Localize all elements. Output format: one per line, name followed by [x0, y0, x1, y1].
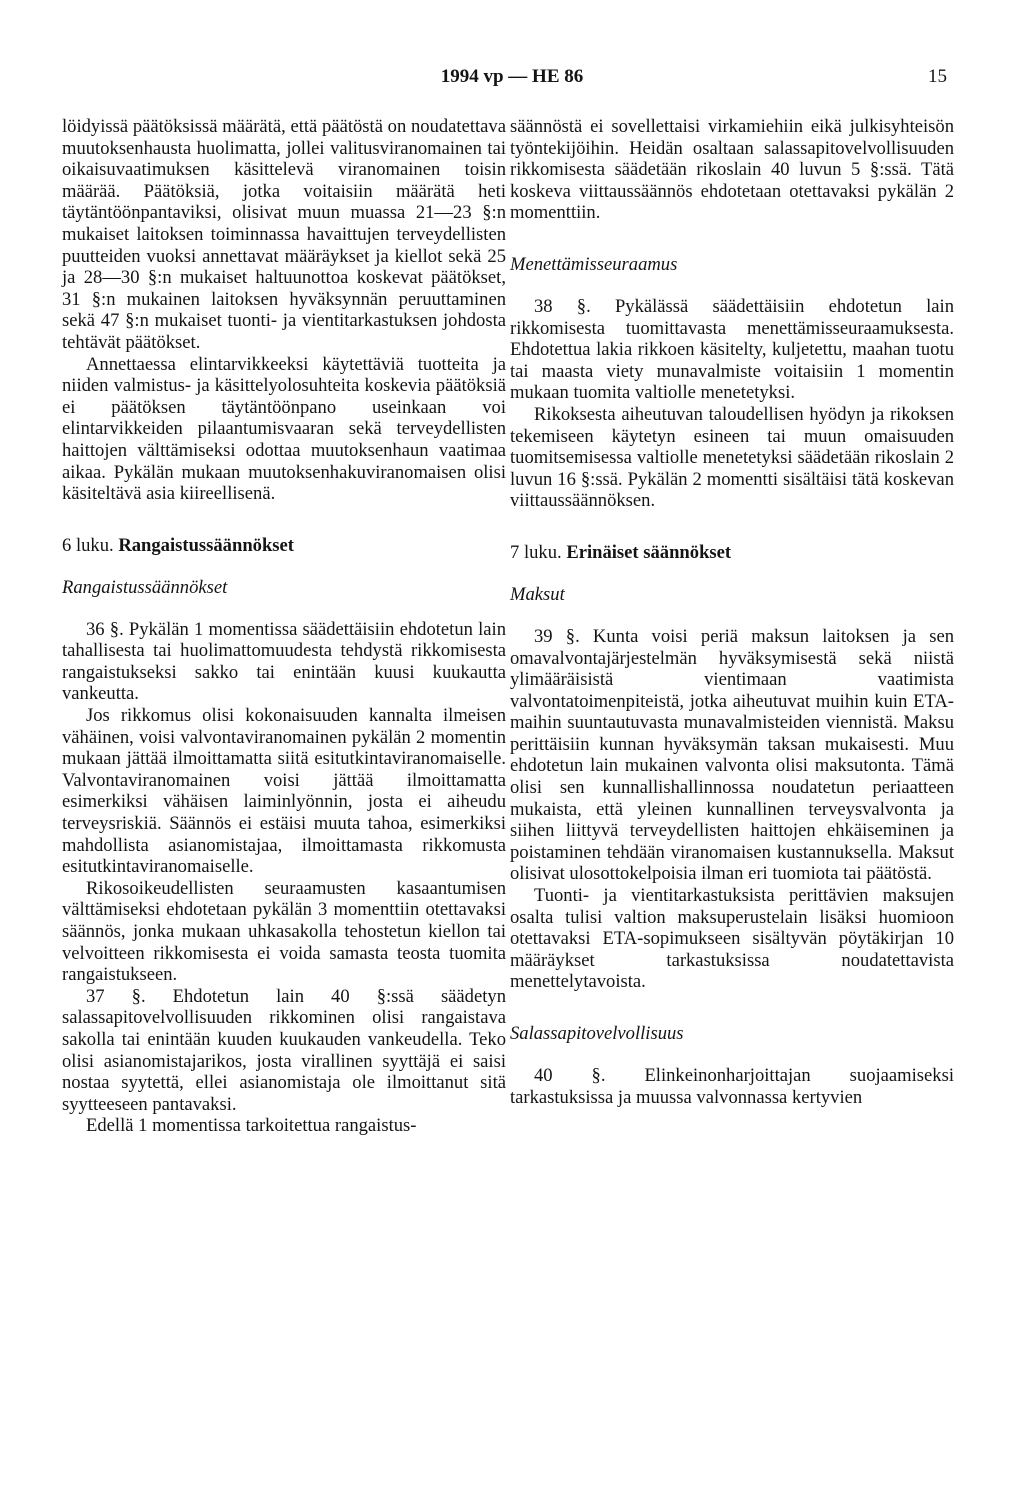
paragraph: 40 §. Elinkeinonharjoittajan suojaamiseksi tarkastuksissa ja muussa valvonnassa kertyvien — [510, 1065, 954, 1108]
paragraph: Rikoksesta aiheutuvan taloudellisen hyödyn ja rikoksen tekemiseen käytetyn esineen tai muun omaisuuden tuomitsemisessa valtiolle menetetyksi säädetään rikoslain 2 luvun 16 §:ssä. Pykälän 2 momentti sisältäisi tätä koskevan viittaussäännöksen. — [510, 403, 954, 512]
chapter-heading — [62, 535, 506, 557]
paragraph: löidyissä päätöksissä määrätä, että päätöstä on noudatettava muutoksenhausta huolimatta, jollei valitusviranomainen tai oikaisuvaatimuksen käsittelevä viranomainen toisin määrää. Päätöksiä, jotka voitaisiin määrätä heti täytäntöönpantaviksi, olisivat muun muassa 21—23 §:n mukaiset laitoksen toiminnassa havaittujen terveydellisten puutteiden vuoksi annettavat määräykset ja kiellot sekä 25 ja 28—30 §:n mukaiset haltuunottoa koskevat päätökset, 31 §:n mukainen laitoksen hyväksynnän peruuttaminen sekä 47 §:n mukaiset tuonti- ja vientitarkastuksen johdosta tehtävät päätökset. — [62, 116, 506, 353]
chapter-title: Rangaistussäännökset — [118, 534, 294, 556]
left-column — [62, 116, 506, 1137]
paragraph: Jos rikkomus olisi kokonaisuuden kannalta ilmeisen vähäinen, voisi valvontaviranomainen pykälän 2 momentin mukaan jättää ilmoittamatta siitä esitutkintaviranomaiselle. Valvontaviranomainen voisi jättää ilmoittamatta esimerkiksi vähäisen laiminlyönnin, josta ei aiheudu terveysriskiä. Säännös ei estäisi muuta tahoa, esimerkiksi mahdollista asianomistajaa, ilmoittamasta rikkomusta esitutkintaviranomaiselle. — [62, 705, 506, 878]
paragraph: 39 §. Kunta voisi periä maksun laitoksen ja sen omavalvontajärjestelmän hyväksymisestä sekä niistä ylimääräisistä vientimaan vaatimista valvontatoimenpiteistä, jotka aiheutuvat muihin kuin ETA-maihin suuntautuvasta munavalmisteiden viennistä. Maksu perittäisiin kunnan hyväksymän taksan mukaisesti. Muu ehdotetun lain mukainen valvonta olisi maksutonta. Tämä olisi sen kunnallishallinnossa noudatetun periaatteen mukaista, että yleinen kunnallinen terveysvalvonta ja siihen liittyvä terveydellisten haittojen ehkäiseminen ja poistaminen tehdään viranomaisen kustannuksella. Maksut olisivat ulosottokelpoisia ilman eri tuomiota tai päätöstä. — [510, 625, 954, 885]
paragraph: Tuonti- ja vientitarkastuksista perittävien maksujen osalta tulisi valtion maksuperustelain lisäksi huomioon otettavaksi ETA-sopimukseen sisältyvän pöytäkirjan 10 määräykset tarkastuksissa noudatettavista menettelytavoista. — [510, 885, 954, 993]
chapter-title: Erinäiset säännökset — [566, 541, 732, 563]
chapter-number: 7 luku. — [510, 541, 562, 563]
paragraph: Edellä 1 momentissa tarkoitettua rangaistus- — [86, 1115, 417, 1137]
paragraph: 38 §. Pykälässä säädettäisiin ehdotetun lain rikkomisesta tuomittavasta menettämisseuraamuksesta. Ehdotettua lakia rikkoen käsitelty, kuljetettu, maahan tuotu tai maasta viety munavalmiste voitaisiin 1 momentin mukaan tuomita valtiolle menetetyksi. — [510, 295, 954, 404]
running-header: 1994 vp — HE 86 — [440, 66, 584, 87]
right-column — [510, 116, 954, 1108]
page-number: 15 — [928, 66, 947, 87]
paragraph: säännöstä ei sovellettaisi virkamiehiin eikä julkisyhteisön työntekijöihin. Heidän osaltaan salassapitovelvollisuuden rikkomisesta säädetään rikoslain 40 luvun 5 §:ssä. Tätä koskeva viittaussäännös ehdotetaan otettavaksi pykälän 2 momenttiin. — [510, 116, 954, 224]
chapter-heading — [510, 542, 954, 564]
paragraph: Annettaessa elintarvikkeeksi käytettäviä tuotteita ja niiden valmistus- ja käsittelyolosuhteita koskevia päätöksiä ei päätöksen täytäntöönpano useinkaan voi elintarvikkeiden pilaantumisvaaran sekä terveydellisten haittojen välttämiseksi odottaa muutoksenhaun vaatimaa aikaa. Pykälän mukaan muutoksenhakuviranomaisen olisi käsiteltävä asia kiireellisenä. — [62, 353, 506, 505]
paragraph: Rikosoikeudellisten seuraamusten kasaantumisen välttämiseksi ehdotetaan pykälän 3 momenttiin otettavaksi säännös, jonka mukaan uhkasakolla tehostetun kiellon tai velvoitteen rikkomisesta ei voida samasta teosta tuomita rangaistukseen. — [62, 877, 506, 986]
section-subheading: Maksut — [510, 583, 565, 605]
section-subheading: Salassapitovelvollisuus — [510, 1023, 684, 1044]
section-subheading: Menettämisseuraamus — [510, 253, 678, 275]
section-subheading: Rangaistussäännökset — [62, 576, 228, 598]
chapter-number: 6 luku. — [62, 534, 114, 556]
paragraph: 36 §. Pykälän 1 momentissa säädettäisiin ehdotetun lain tahallisesta tai huolimattomuudesta tehdystä rikkomisesta rangaistukseksi sakko tai enintään kuusi kuukautta vankeutta. — [62, 618, 506, 705]
paragraph: 37 §. Ehdotetun lain 40 §:ssä säädetyn salassapitovelvollisuuden rikkominen olisi rangaistava sakolla tai enintään kuuden kuukauden vankeudella. Teko olisi asianomistajarikos, josta virallinen syyttäjä ei saisi nostaa syytettä, ellei asianomistaja ole ilmoittanut sitä syytteeseen pantavaksi. — [62, 985, 506, 1115]
